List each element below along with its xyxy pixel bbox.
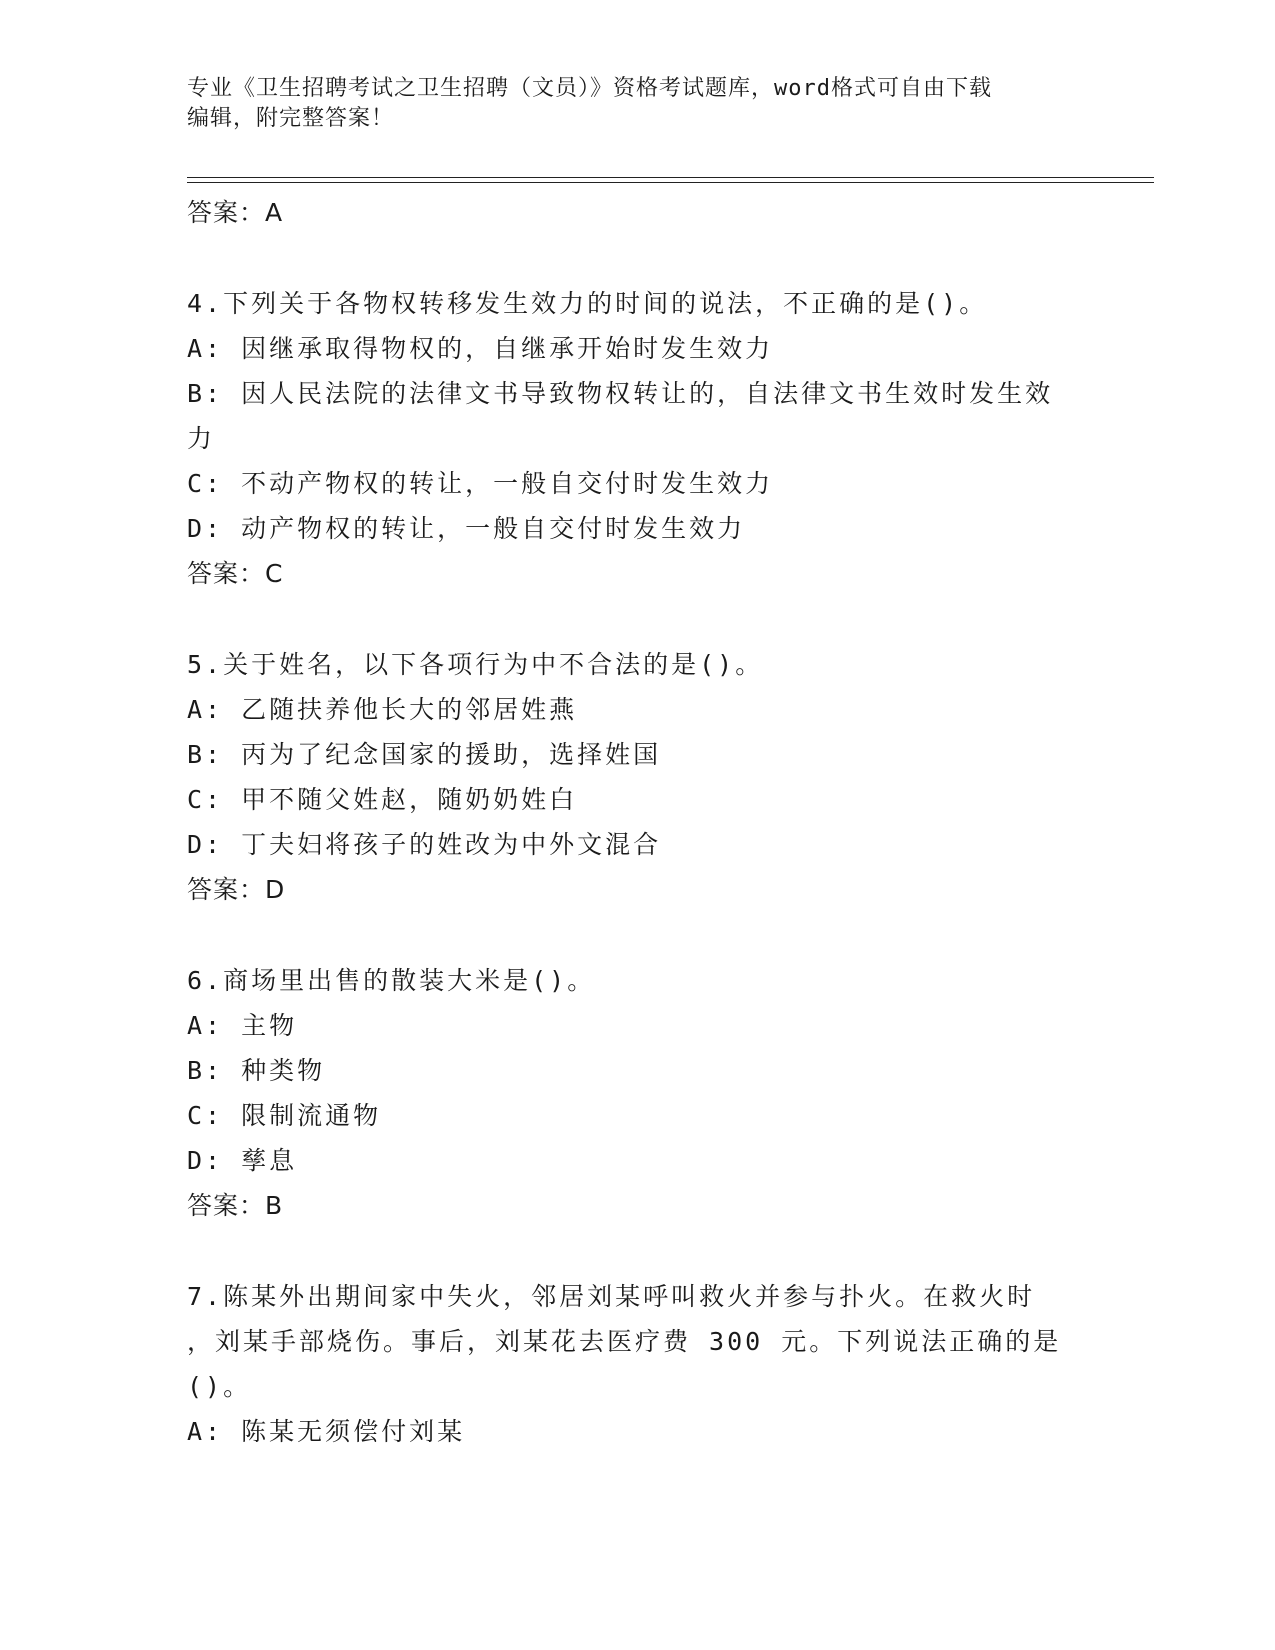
option-c: C: 甲不随父姓赵，随奶奶姓白 — [187, 785, 578, 814]
answer-value: A — [265, 198, 284, 227]
question-stem: 6.商场里出售的散装大米是()。 — [187, 966, 596, 995]
option-d: D: 丁夫妇将孩子的姓改为中外文混合 — [187, 830, 662, 859]
option-d: D: 动产物权的转让，一般自交付时发生效力 — [187, 514, 746, 543]
option-c: C: 不动产物权的转让，一般自交付时发生效力 — [187, 469, 774, 498]
answer-prefix: 答案： — [187, 1191, 266, 1220]
option-b: B: 种类物 — [187, 1056, 326, 1085]
answer-value: C — [265, 559, 284, 588]
question-6 — [187, 958, 1087, 1228]
question-content — [187, 190, 1087, 1454]
header-divider-bottom — [187, 182, 1154, 183]
option-b: B: 丙为了纪念国家的援助，选择姓国 — [187, 740, 662, 769]
document-header — [187, 74, 1087, 134]
option-a: A: 主物 — [187, 1011, 298, 1040]
option-c: C: 限制流通物 — [187, 1101, 382, 1130]
header-line-2: 编辑，附完整答案！ — [187, 106, 395, 131]
answer-line-q3 — [187, 190, 1087, 235]
question-stem-line-2: ，刘某手部烧伤。事后，刘某花去医疗费 300 元。下列说法正确的是 — [187, 1327, 1062, 1356]
header-line-1: 专业《卫生招聘考试之卫生招聘（文员）》资格考试题库，word格式可自由下载 — [187, 76, 992, 101]
question-7 — [187, 1274, 1087, 1454]
answer-prefix: 答案： — [187, 875, 266, 904]
option-b: B: 因人民法院的法律文书导致物权转让的，自法律文书生效时发生效 — [187, 379, 1054, 408]
answer-value: D — [265, 875, 286, 904]
answer-value: B — [265, 1191, 284, 1220]
answer-line — [187, 1183, 1087, 1228]
answer-prefix: 答案： — [187, 198, 266, 227]
question-stem-line-3: ()。 — [187, 1372, 252, 1401]
header-divider-top — [187, 177, 1154, 178]
option-a: A: 因继承取得物权的，自继承开始时发生效力 — [187, 334, 774, 363]
option-d: D: 孳息 — [187, 1146, 298, 1175]
question-4 — [187, 281, 1087, 596]
question-stem-line-1: 7.陈某外出期间家中失火，邻居刘某呼叫救火并参与扑火。在救火时 — [187, 1282, 1036, 1311]
question-stem: 5.关于姓名，以下各项行为中不合法的是()。 — [187, 650, 764, 679]
answer-line — [187, 867, 1087, 912]
answer-line — [187, 551, 1087, 596]
option-b-continued: 力 — [187, 424, 216, 453]
question-5 — [187, 642, 1087, 912]
question-stem: 4.下列关于各物权转移发生效力的时间的说法，不正确的是()。 — [187, 289, 988, 318]
answer-prefix: 答案： — [187, 559, 266, 588]
option-a: A: 陈某无须偿付刘某 — [187, 1417, 466, 1446]
option-a: A: 乙随扶养他长大的邻居姓燕 — [187, 695, 578, 724]
